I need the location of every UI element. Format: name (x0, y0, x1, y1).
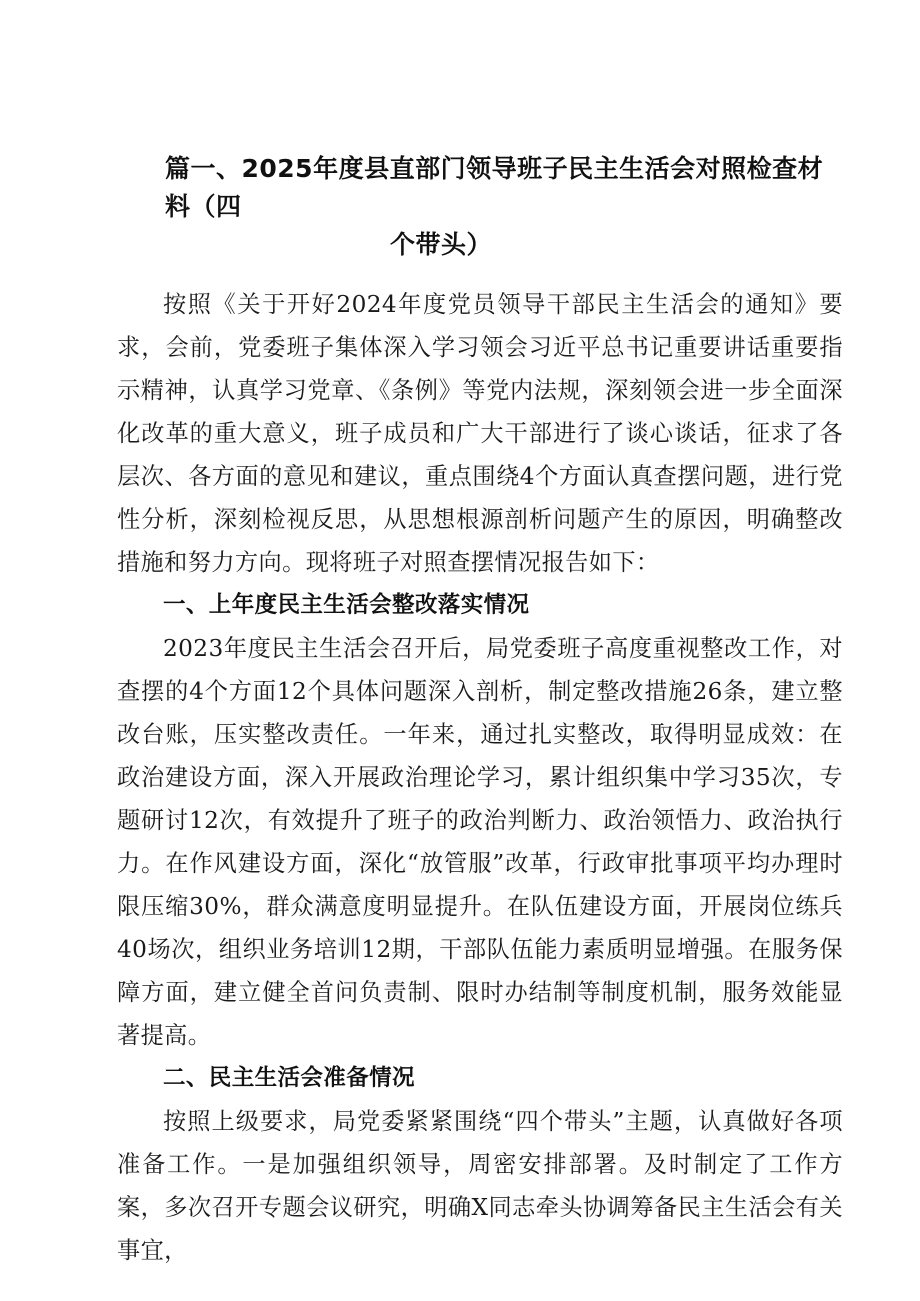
intro-paragraph: 按照《关于开好2024年度党员领导干部民主生活会的通知》要求，会前，党委班子集体深入学习领会习近平总书记重要讲话重要指示精神，认真学习党章、《条例》等党内法规，深刻领会进一步全面深化改革的重大意义，班子成员和广大干部进行了谈心谈话，征求了各层次、各方面的意见和建议，重点围绕4个方面认真查摆问题，进行党性分析，深刻检视反思，从思想根源剖析问题产生的原因，明确整改措施和努力方向。现将班子对照查摆情况报告如下： (117, 291, 843, 576)
title-line-1: 篇一、2025年度县直部门领导班子民主生活会对照检查材料（四 (165, 154, 824, 221)
section-heading-2: 二、民主生活会准备情况 (163, 1065, 415, 1091)
document-title (165, 150, 835, 264)
section-1-paragraph: 2023年度民主生活会召开后，局党委班子高度重视整改工作，对查摆的4个方面12个具体问题深入剖析，制定整改措施26条，建立整改台账，压实整改责任。一年来，通过扎实整改，取得明显成效：在政治建设方面，深入开展政治理论学习，累计组织集中学习35次，专题研讨12次，有效提升了班子的政治判断力、政治领悟力、政治执行力。在作风建设方面，深化“放管服”改革，行政审批事项平均办理时限压缩30%，群众满意度明显提升。在队伍建设方面，开展岗位练兵40场次，组织业务培训12期，干部队伍能力素质明显增强。在服务保障方面，建立健全首问负责制、限时办结制等制度机制，服务效能显著提高。 (117, 635, 843, 1049)
section-2-paragraph: 按照上级要求，局党委紧紧围绕“四个带头”主题，认真做好各项准备工作。一是加强组织领导，周密安排部署。及时制定了工作方案，多次召开专题会议研究，明确X同志牵头协调筹备民主生活会有关事宜， (117, 1108, 843, 1264)
document-body (117, 283, 843, 1272)
title-line-2: 个带头） (390, 230, 493, 259)
section-heading-1: 一、上年度民主生活会整改落实情况 (163, 592, 530, 618)
